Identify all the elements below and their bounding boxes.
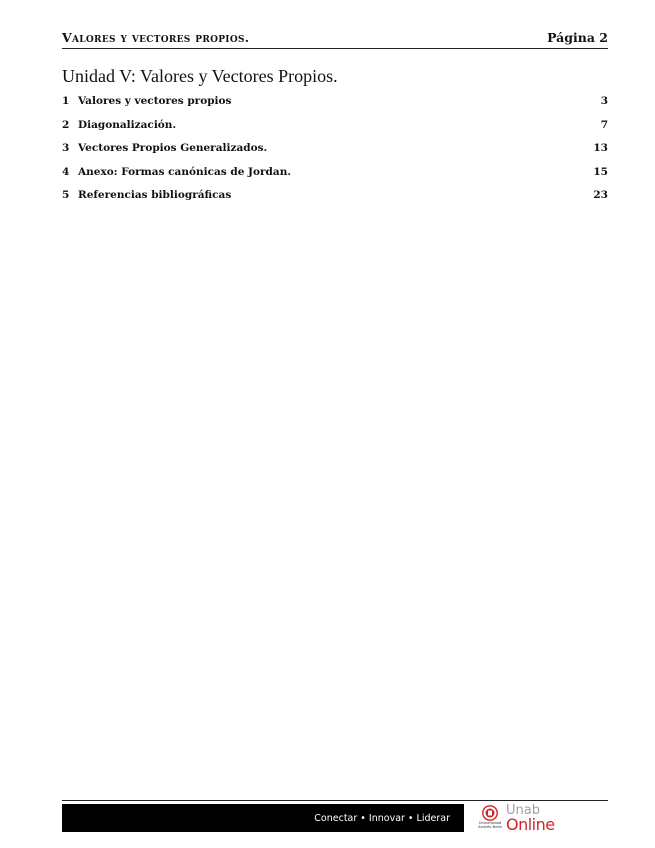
toc-entry-title: Anexo: Formas canónicas de Jordan. xyxy=(78,165,291,178)
document-title: Unidad V: Valores y Vectores Propios. xyxy=(62,66,338,86)
toc-entry-title: Diagonalización. xyxy=(78,118,177,131)
toc-entry-number: 4 xyxy=(62,165,70,178)
toc-entry-page: 23 xyxy=(593,189,608,201)
logo-wordmark xyxy=(506,804,555,833)
toc-entry[interactable] xyxy=(62,166,608,190)
toc-entry-page: 3 xyxy=(600,95,608,107)
toc-entry[interactable] xyxy=(62,95,608,119)
running-title: Valores y vectores propios. xyxy=(62,30,250,45)
toc-entry-number: 2 xyxy=(62,118,70,131)
toc-entry[interactable] xyxy=(62,189,608,213)
footer-divider xyxy=(62,800,608,801)
running-header xyxy=(62,30,608,49)
toc-entry-number: 1 xyxy=(62,95,70,107)
logo-seal-label: Universidad Andrés Bello xyxy=(478,820,502,829)
table-of-contents xyxy=(62,95,608,213)
toc-entry-title: Vectores Propios Generalizados. xyxy=(78,142,268,154)
footer-banner xyxy=(62,804,608,832)
toc-entry-page: 15 xyxy=(593,165,608,178)
logo-unab-text: Unab xyxy=(506,802,540,818)
unab-online-logo xyxy=(464,804,608,832)
toc-entry-page: 7 xyxy=(600,118,608,131)
logo-online-text: Online xyxy=(506,814,555,834)
footer-tagline-bar xyxy=(62,804,464,832)
page-number: Página 2 xyxy=(547,30,608,45)
toc-entry-number: 3 xyxy=(62,142,70,154)
toc-entry[interactable] xyxy=(62,142,608,166)
toc-entry-title: Referencias bibliográficas xyxy=(78,189,232,201)
footer-tagline: Conectar • Innovar • Liderar xyxy=(314,812,450,824)
toc-entry-title: Valores y vectores propios xyxy=(78,95,232,107)
toc-entry-number: 5 xyxy=(62,189,70,201)
toc-entry-page: 13 xyxy=(593,142,608,154)
university-seal-icon xyxy=(478,805,502,831)
toc-entry[interactable] xyxy=(62,119,608,143)
